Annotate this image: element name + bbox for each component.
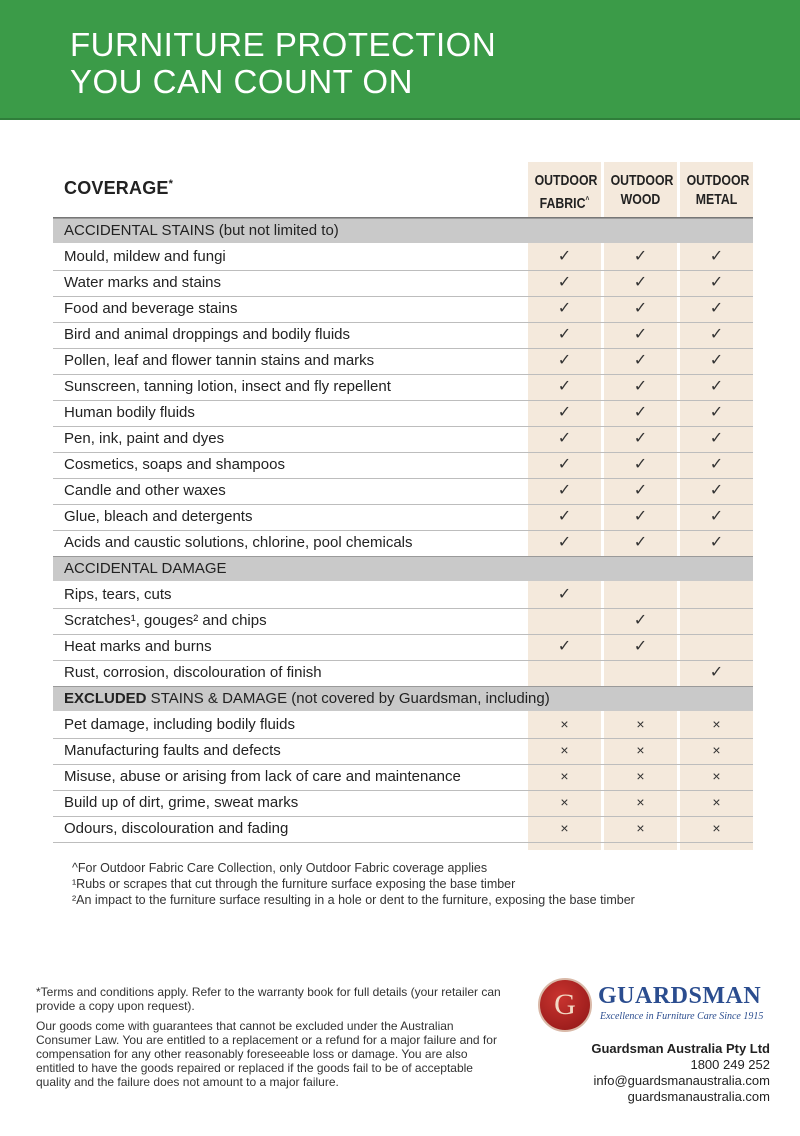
check-icon: ✓ (557, 586, 572, 603)
company-name: Guardsman Australia Pty Ltd (591, 1041, 770, 1056)
section-header (53, 686, 753, 711)
footnote-gouges: ²An impact to the furniture surface resulting in a hole or dent to the furniture, exposing the base timber (72, 893, 635, 907)
check-icon: ✓ (557, 456, 572, 473)
row-label: Human bodily fluids (64, 404, 195, 421)
brand-name: GUARDSMAN (598, 983, 762, 1009)
row-label: Candle and other waxes (64, 482, 226, 499)
cross-icon: × (712, 768, 721, 784)
check-icon: ✓ (633, 378, 648, 395)
check-icon: ✓ (633, 300, 648, 317)
table-row (53, 348, 753, 375)
footnotes (72, 860, 635, 908)
row-label: Bird and animal droppings and bodily fluids (64, 326, 351, 343)
cross-icon: × (560, 820, 569, 836)
cross-icon: × (636, 742, 645, 758)
section-header (53, 218, 753, 243)
column-header-line: METAL (695, 191, 738, 208)
brand-tagline: Excellence in Furniture Care Since 1915 (600, 1011, 764, 1022)
check-icon: ✓ (633, 612, 648, 629)
check-icon: ✓ (709, 248, 724, 265)
column-header-line: WOOD (620, 191, 661, 208)
check-icon: ✓ (633, 352, 648, 369)
check-icon: ✓ (709, 456, 724, 473)
column-header-outdoor-metal (686, 171, 750, 209)
check-icon: ✓ (709, 664, 724, 681)
table-row (53, 296, 753, 323)
table-row (53, 426, 753, 453)
table-row (53, 478, 753, 505)
table-row (53, 504, 753, 531)
check-icon: ✓ (557, 378, 572, 395)
check-icon: ✓ (633, 248, 648, 265)
website-link[interactable]: guardsmanaustralia.com (627, 1089, 770, 1104)
row-label: Pet damage, including bodily fluids (64, 716, 295, 733)
column-header-line: OUTDOOR (534, 172, 598, 189)
section-title-bold: EXCLUDED (64, 690, 147, 707)
footnote-fabric: ^For Outdoor Fabric Care Collection, only Outdoor Fabric coverage applies (72, 861, 488, 875)
row-label: Pollen, leaf and flower tannin stains and marks (64, 352, 375, 369)
terms-note: *Terms and conditions apply. Refer to the warranty book for full details (your retailer can provide a copy upon request). (36, 985, 501, 1013)
check-icon: ✓ (633, 404, 648, 421)
contact-block (591, 1041, 770, 1105)
row-label: Glue, bleach and detergents (64, 508, 253, 525)
check-icon: ✓ (709, 326, 724, 343)
row-label: Odours, discolouration and fading (64, 820, 289, 837)
table-row (53, 738, 753, 765)
header-banner (0, 0, 800, 120)
check-icon: ✓ (709, 378, 724, 395)
cross-icon: × (560, 794, 569, 810)
column-header-line: OUTDOOR (610, 172, 674, 189)
table-row (53, 452, 753, 479)
table-row (53, 582, 753, 609)
table-row (53, 530, 753, 557)
check-icon: ✓ (557, 274, 572, 291)
row-label: Misuse, abuse or arising from lack of care and maintenance (64, 768, 461, 785)
table-row (53, 244, 753, 271)
check-icon: ✓ (709, 534, 724, 551)
section-title-text: ACCIDENTAL DAMAGE (64, 560, 227, 577)
row-label: Pen, ink, paint and dyes (64, 430, 225, 447)
check-icon: ✓ (633, 638, 648, 655)
cross-icon: × (636, 794, 645, 810)
column-header-outdoor-wood (610, 171, 674, 209)
column-header-outdoor-fabric (534, 171, 598, 213)
table-row (53, 322, 753, 349)
section-title (64, 222, 339, 239)
row-label: Scratches¹, gouges² and chips (64, 612, 267, 629)
headline-line-2: YOU CAN COUNT ON (70, 63, 413, 100)
check-icon: ✓ (633, 508, 648, 525)
footnote-scratches: ¹Rubs or scrapes that cut through the furniture surface exposing the base timber (72, 877, 516, 891)
section-title (64, 560, 227, 577)
consumer-law-note: Our goods come with guarantees that cannot be excluded under the Australian Consumer Law. You are entitled to a replacement or a refund for a major failure and for compensation for any other reasonably foreseeable loss or damage. You are also entitled to have the goods repaired or replaced if the goods fail to be of acceptable quality and the failure does not amount to a major failure. (36, 1019, 497, 1089)
check-icon: ✓ (557, 508, 572, 525)
check-icon: ✓ (709, 430, 724, 447)
check-icon: ✓ (557, 534, 572, 551)
column-header-line: OUTDOOR (686, 172, 750, 189)
check-icon: ✓ (557, 430, 572, 447)
row-label: Rips, tears, cuts (64, 586, 172, 603)
table-row (53, 270, 753, 297)
section-title-text: ACCIDENTAL STAINS (but not limited to) (64, 222, 339, 239)
coverage-title-mark: * (168, 178, 174, 190)
row-label: Manufacturing faults and defects (64, 742, 281, 759)
check-icon: ✓ (633, 456, 648, 473)
headline-line-1: FURNITURE PROTECTION (70, 26, 497, 63)
table-row (53, 608, 753, 635)
check-icon: ✓ (709, 274, 724, 291)
check-icon: ✓ (557, 248, 572, 265)
check-icon: ✓ (709, 300, 724, 317)
row-label: Mould, mildew and fungi (64, 248, 226, 265)
table-row (53, 816, 753, 843)
column-header-line: FABRIC^ (539, 195, 590, 212)
row-label: Sunscreen, tanning lotion, insect and fly repellent (64, 378, 391, 395)
row-label: Rust, corrosion, discolouration of finish (64, 664, 322, 681)
check-icon: ✓ (633, 274, 648, 291)
check-icon: ✓ (557, 352, 572, 369)
cross-icon: × (712, 716, 721, 732)
section-header (53, 556, 753, 581)
table-row (53, 764, 753, 791)
column-header-mark: ^ (585, 195, 590, 204)
check-icon: ✓ (633, 430, 648, 447)
coverage-title: COVERAGE* (64, 178, 174, 198)
row-label: Build up of dirt, grime, sweat marks (64, 794, 299, 811)
phone-number: 1800 249 252 (690, 1057, 770, 1072)
check-icon: ✓ (709, 482, 724, 499)
check-icon: ✓ (557, 404, 572, 421)
row-label: Acids and caustic solutions, chlorine, pool chemicals (64, 534, 413, 551)
table-row (53, 790, 753, 817)
table-row (53, 712, 753, 739)
row-label: Water marks and stains (64, 274, 221, 291)
cross-icon: × (560, 716, 569, 732)
check-icon: ✓ (557, 326, 572, 343)
table-header-row (53, 162, 753, 218)
section-title-text: STAINS & DAMAGE (not covered by Guardsman, including) (146, 690, 550, 707)
row-label: Cosmetics, soaps and shampoos (64, 456, 285, 473)
check-icon: ✓ (557, 482, 572, 499)
table-row (53, 400, 753, 427)
cross-icon: × (712, 794, 721, 810)
check-icon: ✓ (709, 352, 724, 369)
cross-icon: × (636, 768, 645, 784)
guardsman-logo-icon (538, 978, 592, 1032)
table-row (53, 634, 753, 661)
table-row (53, 660, 753, 687)
check-icon: ✓ (633, 482, 648, 499)
table-row (53, 374, 753, 401)
cross-icon: × (712, 820, 721, 836)
row-label: Food and beverage stains (64, 300, 238, 317)
row-label: Heat marks and burns (64, 638, 212, 655)
check-icon: ✓ (709, 404, 724, 421)
logo-letter: G (554, 988, 576, 1021)
check-icon: ✓ (633, 326, 648, 343)
section-title (64, 690, 550, 707)
check-icon: ✓ (633, 534, 648, 551)
cross-icon: × (560, 742, 569, 758)
check-icon: ✓ (557, 638, 572, 655)
check-icon: ✓ (557, 300, 572, 317)
check-icon: ✓ (709, 508, 724, 525)
terms-block (36, 985, 506, 1095)
cross-icon: × (712, 742, 721, 758)
cross-icon: × (636, 820, 645, 836)
email-link[interactable]: info@guardsmanaustralia.com (593, 1073, 770, 1088)
cross-icon: × (636, 716, 645, 732)
cross-icon: × (560, 768, 569, 784)
